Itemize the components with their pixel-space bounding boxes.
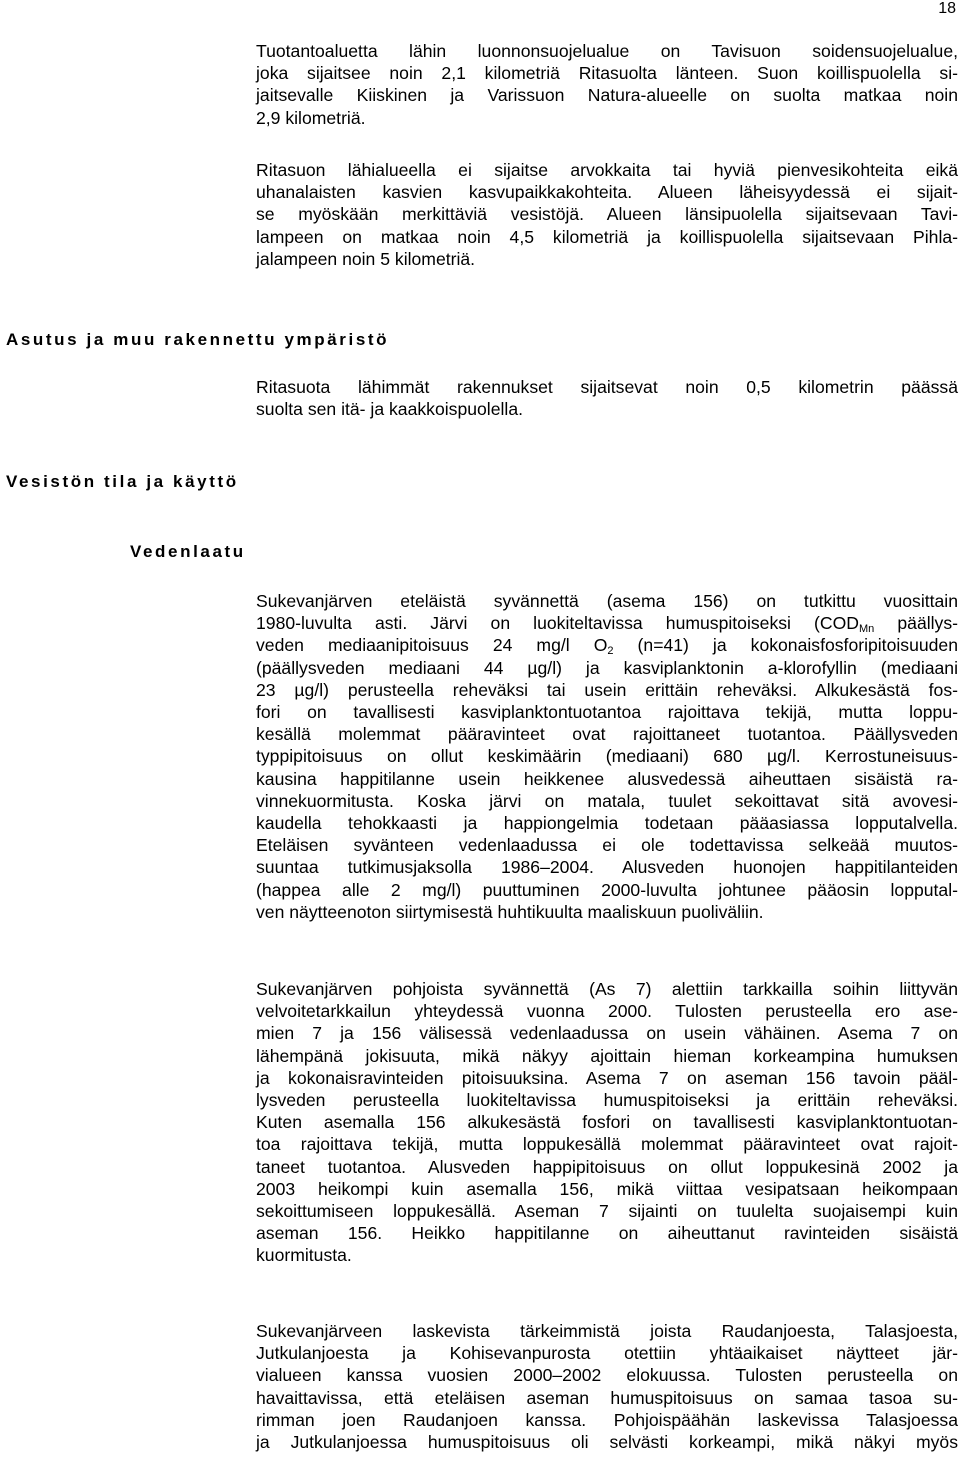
text-line: jaitsevalle Kiiskinen ja Varissuon Natura-alueelle on suolta matkaa noin: [256, 85, 958, 106]
text-line: [256, 612, 958, 634]
text-line: Sukevanjärven pohjoista syvännettä (As 7) alettiin tarkkailla soihin liittyvän: [256, 979, 958, 999]
text-line: aseman 156. Heikko happitilanne on aiheuttanut ravinteiden sisäistä: [256, 1223, 958, 1244]
subscript-2: 2: [607, 645, 614, 658]
text-segment: veden mediaanipitoisuus 24 mg/l O: [256, 635, 608, 656]
text-line: lähempänä jokisuuta, mikä näkyy ajoittain hieman korkeampina humuksen: [256, 1045, 958, 1066]
text-segment: (n=41) ja kokonaisfosforipitoisuuden: [613, 635, 958, 656]
text-line: typpipitoisuus on ollut keskimäärin (mediaani) 680 µg/l. Kerrostuneisuus-: [256, 746, 958, 767]
subsection-heading-vedenlaatu: Vedenlaatu: [130, 542, 246, 561]
text-line: lampeen on matkaa noin 4,5 kilometriä ja koillispuolella sijaitsevaan Pihla-: [256, 226, 958, 247]
text-line: uhanalaisten kasvien kasvupaikkakohteita. Alueen läheisyydessä ei sijait-: [256, 182, 958, 203]
paragraph-southern-basin: [256, 590, 958, 923]
text-line: 2,9 kilometriä.: [256, 107, 366, 128]
text-segment: päällys-: [874, 613, 959, 634]
text-line: toa rajoittava tekijä, mutta loppukesällä molemmat pääravinteet ovat rajoit-: [256, 1134, 958, 1155]
text-line: vialueen kanssa vuosien 2000–2002 elokuussa. Tulosten perusteella on: [256, 1365, 958, 1386]
text-line: Kuten asemalla 156 alkukesästä fosfori on tavallisesti kasviplanktontuotan-: [256, 1112, 958, 1133]
paragraph-inflowing-rivers: [256, 1320, 958, 1453]
text-line: kausina happitilanne usein heikkenee alusvedessä aiheuttaen sisäistä ra-: [256, 768, 958, 789]
text-line: se myöskään merkittäviä vesistöjä. Alueen länsipuolella sijaitsevaan Tavi-: [256, 204, 958, 225]
text-line: kaudella tehokkaasti ja happiongelmia todetaan pääasiassa lopputalvella.: [256, 813, 958, 834]
paragraph-buildings: [256, 376, 958, 420]
paragraph-northern-basin: [256, 978, 958, 1267]
text-line: mien 7 ja 156 välisessä vedenlaadussa on usein vähäinen. Asema 7 on: [256, 1023, 958, 1044]
text-line: Jutkulanjoesta ja Kohisevanpurosta otettiin yhtäaikaiset näytteet jär-: [256, 1343, 958, 1364]
text-line: Sukevanjärven eteläistä syvännettä (asema 156) on tutkittu vuosittain: [256, 591, 958, 611]
section-heading-vesiston-tila: Vesistön tila ja käyttö: [6, 472, 239, 491]
text-line: fori on tavallisesti kasviplanktontuotantoa rajoittava tekijä, mutta loppu-: [256, 702, 958, 723]
text-line: kuormitusta.: [256, 1245, 352, 1266]
text-line: 23 µg/l) perusteella reheväksi tai usein erittäin reheväksi. Alkukesästä fos-: [256, 679, 958, 700]
text-line: 2003 heikompi kuin asemalla 156, mikä viittaa vesipatsaan heikompaan: [256, 1178, 958, 1199]
text-line: rimman joen Raudanjoen kanssa. Pohjoispäähän laskevissa Talasjoessa: [256, 1409, 958, 1430]
text-line: Eteläisen syvänteen vedenlaadussa ei ole todettavissa selkeää muutos-: [256, 835, 958, 856]
text-line: vinnekuormitusta. Koska järvi on matala, tuulet sekoittavat sitä avovesi-: [256, 790, 958, 811]
text-line: sekoittumiseen loppukesällä. Aseman 7 sijainti on tuulelta suojaisempi kuin: [256, 1201, 958, 1222]
text-line: havaittavissa, että eteläisen aseman humuspitoisuus on samaa tasoa su-: [256, 1387, 958, 1408]
text-line: suuntaa tutkimusjaksolla 1986–2004. Alusveden huonojen happitilanteiden: [256, 857, 958, 878]
paragraph-nature-reserve: [256, 40, 958, 129]
text-line: Sukevanjärveen laskevista tärkeimmistä joista Raudanjoesta, Talasjoesta,: [256, 1321, 958, 1341]
text-line: suolta sen itä- ja kaakkoispuolella.: [256, 399, 523, 420]
text-line: taneet tuotantoa. Alusveden happipitoisuus on ollut loppukesinä 2002 ja: [256, 1156, 958, 1177]
text-line: Ritasuon lähialueella ei sijaitse arvokkaita tai hyviä pienvesikohteita eikä: [256, 160, 958, 180]
text-line: (happea alle 2 mg/l) puuttuminen 2000-luvulta johtunee pääosin lopputal-: [256, 879, 958, 900]
paragraph-nearby-waters: [256, 159, 958, 270]
text-line: (päällysveden mediaani 44 µg/l) ja kasviplanktonin a-klorofyllin (mediaani: [256, 657, 958, 678]
page-number: 18: [938, 0, 956, 17]
text-line: kesällä molemmat pääravinteet ovat rajoittaneet tuotantoa. Päällysveden: [256, 724, 958, 745]
text-line: ja Jutkulanjoessa humuspitoisuus oli selvästi korkeampi, mikä näkyi myös: [256, 1432, 958, 1453]
text-line: [256, 634, 958, 656]
section-heading-asutus: Asutus ja muu rakennettu ympäristö: [6, 330, 390, 349]
text-line: lysveden perusteella luokiteltavissa humuspitoiseksi ja erittäin reheväksi.: [256, 1090, 958, 1111]
text-line: ja kokonaisravinteiden pitoisuuksina. Asema 7 on aseman 156 tavoin pääl-: [256, 1067, 958, 1088]
text-line: ven näytteenoton siirtymisestä huhtikuulta maaliskuun puoliväliin.: [256, 901, 764, 922]
text-line: Tuotantoaluetta lähin luonnonsuojelualue on Tavisuon soidensuojelualue,: [256, 41, 958, 61]
subscript-mn: Mn: [859, 623, 875, 636]
text-line: jalampeen noin 5 kilometriä.: [256, 248, 476, 269]
text-line: velvoitetarkkailun yhteydessä vuonna 2000. Tulosten perusteella ero ase-: [256, 1001, 958, 1022]
text-line: Ritasuota lähimmät rakennukset sijaitsevat noin 0,5 kilometrin päässä: [256, 377, 958, 397]
text-segment: 1980-luvulta asti. Järvi on luokiteltavissa humuspitoiseksi (COD: [256, 613, 860, 634]
text-line: joka sijaitsee noin 2,1 kilometriä Ritasuolta länteen. Suon koillispuolella si-: [256, 63, 958, 84]
